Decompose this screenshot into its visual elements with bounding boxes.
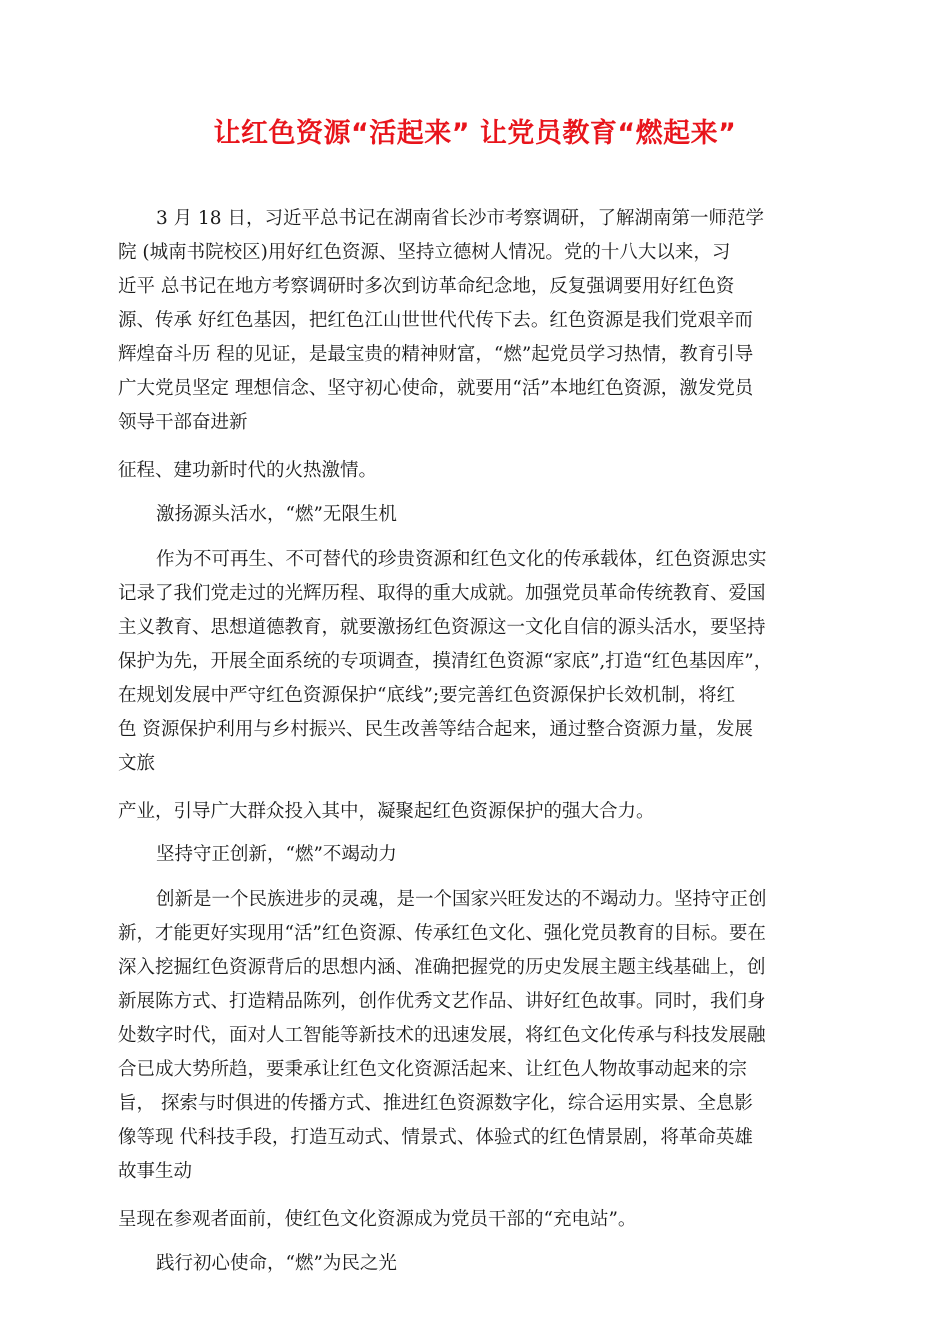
body-line: 呈现在参观者面前，使红色文化资源成为党员干部的“充电站”。: [118, 1209, 637, 1230]
body-line: 近平 总书记在地方考察调研时多次到访革命纪念地，反复强调要用好红色资: [118, 276, 735, 297]
body-line: 保护为先，开展全面系统的专项调查，摸清红色资源“家底”,打造“红色基因库”，: [118, 651, 773, 672]
body-line: 故事生动: [118, 1161, 193, 1182]
body-line: 合已成大势所趋，要秉承让红色文化资源活起来、让红色人物故事动起来的宗: [118, 1059, 748, 1080]
body-line: 在规划发展中严守红色资源保护“底线”;要完善红色资源保护长效机制，将红: [118, 685, 736, 706]
body-line: 激扬源头活水，“燃”无限生机: [156, 504, 397, 525]
body-line: 深入挖掘红色资源背后的思想内涵、准确把握党的历史发展主题主线基础上，创: [118, 957, 766, 978]
body-line: 记录了我们党走过的光辉历程、取得的重大成就。加强党员革命传统教育、爱国: [118, 583, 766, 604]
body-line: 3 月 18 日，习近平总书记在湖南省长沙市考察调研，了解湖南第一师范学: [156, 208, 764, 229]
body-line: 广大党员坚定 理想信念、坚守初心使命，就要用“活”本地红色资源，激发党员: [118, 378, 754, 399]
body-line: 新展陈方式、打造精品陈列，创作优秀文艺作品、讲好红色故事。同时，我们身: [118, 991, 766, 1012]
body-line: 色 资源保护利用与乡村振兴、民生改善等结合起来，通过整合资源力量，发展: [118, 719, 753, 740]
body-line: 创新是一个民族进步的灵魂，是一个国家兴旺发达的不竭动力。坚持守正创: [156, 889, 767, 910]
body-line: 旨， 探索与时俱进的传播方式、推进红色资源数字化，综合运用实景、全息影: [118, 1093, 753, 1114]
body-line: 领导干部奋进新: [118, 412, 248, 433]
body-line: 院 (城南书院校区)用好红色资源、坚持立德树人情况。党的十八大以来，习: [118, 242, 731, 263]
body-line: 文旅: [118, 753, 156, 774]
body-line: 辉煌奋斗历 程的见证，是最宝贵的精神财富，“燃”起党员学习热情，教育引导: [118, 344, 754, 365]
body-line: 产业，引导广大群众投入其中，凝聚起红色资源保护的强大合力。: [118, 801, 655, 822]
body-line: 主义教育、思想道德教育，就要激扬红色资源这一文化自信的源头活水，要坚持: [118, 617, 766, 638]
body-line: 新，才能更好实现用“活”红色资源、传承红色文化、强化党员教育的目标。要在: [118, 923, 766, 944]
body-line: 源、传承 好红色基因，把红色江山世世代代传下去。红色资源是我们党艰辛而: [118, 310, 753, 331]
body-line: 践行初心使命，“燃”为民之光: [156, 1253, 397, 1274]
body-line: 处数字时代，面对人工智能等新技术的迅速发展，将红色文化传承与科技发展融: [118, 1025, 766, 1046]
document-title: 让红色资源“活起来” 让党员教育“燃起来”: [213, 118, 737, 149]
body-line: 像等现 代科技手段，打造互动式、情景式、体验式的红色情景剧，将革命英雄: [118, 1127, 753, 1148]
body-line: 征程、建功新时代的火热激情。: [118, 460, 378, 481]
body-line: 坚持守正创新，“燃”不竭动力: [156, 844, 397, 865]
body-line: 作为不可再生、不可替代的珍贵资源和红色文化的传承载体，红色资源忠实: [156, 549, 767, 570]
